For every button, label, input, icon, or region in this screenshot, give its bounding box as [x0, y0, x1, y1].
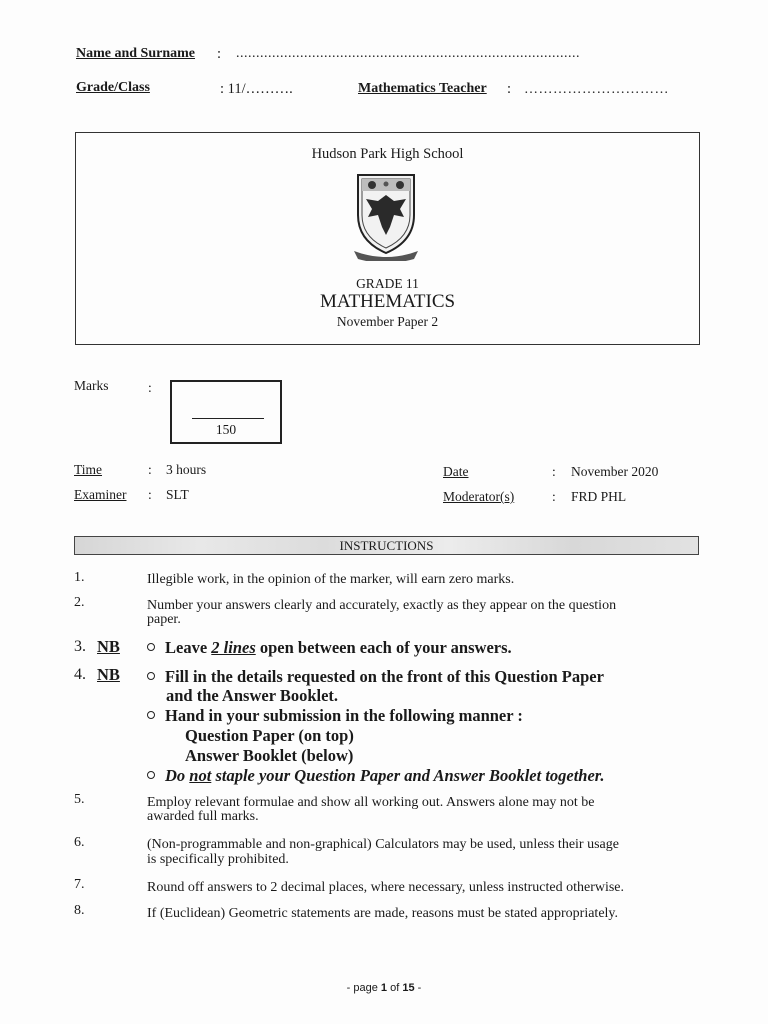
date-label: Date: [443, 464, 469, 479]
time-sep: :: [148, 462, 152, 477]
paper-title: November Paper 2: [336, 314, 439, 329]
examiner-value: SLT: [166, 487, 189, 502]
page-total: 15: [402, 982, 415, 994]
bullet-icon: [147, 771, 155, 779]
instruction-8-number: 8.: [74, 903, 85, 918]
moderator-sep: :: [552, 489, 556, 504]
instruction-4-item-a-cont: and the Answer Booklet.: [166, 686, 339, 705]
marks-score-line: [192, 418, 264, 419]
marks-box[interactable]: [170, 380, 282, 444]
name-surname-label: Name and Surname: [76, 46, 196, 61]
marks-sep: :: [148, 380, 152, 395]
date-value: November 2020: [571, 464, 659, 479]
grade-title: GRADE 11: [356, 276, 419, 291]
instruction-3-text: Leave 2 lines open between each of your answers.: [147, 638, 512, 658]
examiner-sep: :: [148, 487, 152, 502]
examiner-label: Examiner: [74, 487, 127, 502]
instruction-4-number: 4.: [74, 666, 86, 683]
subject-title: MATHEMATICS: [319, 291, 456, 312]
instruction-4-item-b: Hand in your submission in the following manner :: [147, 706, 523, 726]
marks-label: Marks: [74, 378, 109, 393]
instruction-6-line1: (Non-programmable and non-graphical) Calculators may be used, unless their usage: [147, 837, 619, 852]
instruction-4-item-a: Fill in the details requested on the front of this Question Paper: [147, 667, 604, 687]
bullet-icon: [147, 643, 155, 651]
moderator-label: Moderator(s): [443, 489, 515, 504]
instruction-5-line2: awarded full marks.: [147, 809, 259, 824]
teacher-label: Mathematics Teacher: [358, 81, 487, 96]
page-footer: - page 1 of 15 -: [346, 982, 422, 994]
instruction-7-number: 7.: [74, 877, 85, 892]
instruction-1-text: Illegible work, in the opinion of the marker, will earn zero marks.: [147, 572, 515, 587]
instructions-heading: INSTRUCTIONS: [339, 538, 434, 553]
teacher-field[interactable]: …………………………: [524, 82, 669, 97]
grade-class-label: Grade/Class: [76, 80, 150, 95]
instruction-3-nb: NB: [97, 637, 120, 656]
moderator-value: FRD PHL: [571, 489, 627, 504]
instruction-5-line1: Employ relevant formulae and show all working out. Answers alone may not be: [147, 795, 595, 810]
title-box: [75, 132, 700, 345]
date-sep: :: [552, 464, 556, 479]
name-sep: :: [217, 46, 222, 62]
instruction-2-line1: Number your answers clearly and accurately, exactly as they appear on the question: [147, 598, 617, 613]
instruction-4-nb: NB: [97, 665, 120, 684]
instruction-5-number: 5.: [74, 792, 85, 807]
instruction-8-text: If (Euclidean) Geometric statements are made, reasons must be stated appropriately.: [147, 906, 619, 921]
instruction-4-item-b2: Answer Booklet (below): [185, 746, 354, 765]
instruction-2-line2: paper.: [147, 612, 181, 627]
instruction-3-number: 3.: [74, 638, 86, 655]
teacher-sep: :: [507, 81, 512, 97]
instruction-6-line2: is specifically prohibited.: [147, 852, 289, 867]
grade-class-field[interactable]: : 11/……….: [220, 81, 293, 97]
instruction-4-item-b1: Question Paper (on top): [185, 726, 354, 745]
school-name: Hudson Park High School: [311, 146, 464, 162]
bullet-icon: [147, 672, 155, 680]
bullet-icon: [147, 711, 155, 719]
instruction-2-number: 2.: [74, 595, 85, 610]
school-crest-icon: [348, 169, 424, 261]
page-number: 1: [380, 982, 388, 994]
time-label: Time: [74, 462, 103, 477]
instruction-4-item-c: Do not staple your Question Paper and Answer Booklet together.: [147, 766, 604, 786]
marks-total: 150: [215, 422, 237, 437]
instruction-7-text: Round off answers to 2 decimal places, where necessary, unless instructed otherwise.: [147, 880, 625, 895]
instruction-6-number: 6.: [74, 835, 85, 850]
instructions-heading-bar: [74, 536, 699, 555]
instruction-1-number: 1.: [74, 570, 85, 585]
time-value: 3 hours: [166, 462, 207, 477]
name-field[interactable]: ......................................................................................: [236, 46, 580, 61]
